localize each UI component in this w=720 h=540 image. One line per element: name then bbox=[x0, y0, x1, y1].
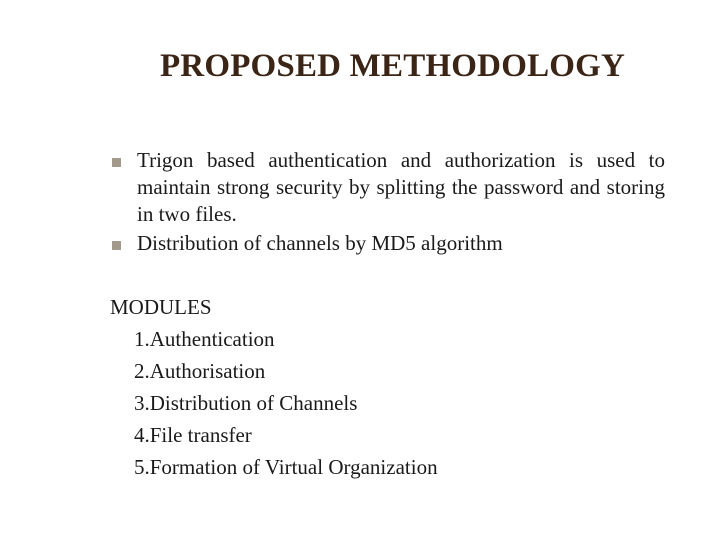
bullet-item bbox=[112, 230, 665, 257]
module-item: 4.File transfer bbox=[134, 423, 252, 447]
bullet-text: Distribution of channels by MD5 algorithm bbox=[137, 231, 503, 255]
module-list bbox=[110, 323, 438, 483]
module-item: 2.Authorisation bbox=[134, 359, 266, 383]
modules-section bbox=[110, 291, 438, 483]
module-item: 3.Distribution of Channels bbox=[134, 391, 358, 415]
square-bullet-icon bbox=[112, 158, 121, 167]
bullet-text: Trigon based authentication and authorization is used to maintain strong security by splitting the password and storing in two files. bbox=[137, 148, 665, 226]
square-bullet-icon bbox=[112, 241, 121, 250]
module-item: 5.Formation of Virtual Organization bbox=[134, 455, 438, 479]
bullet-list bbox=[112, 147, 665, 259]
slide-title: PROPOSED METHODOLOGY bbox=[159, 48, 626, 84]
bullet-item bbox=[112, 147, 665, 228]
module-item: 1.Authentication bbox=[134, 327, 275, 351]
modules-heading: MODULES bbox=[110, 295, 212, 319]
